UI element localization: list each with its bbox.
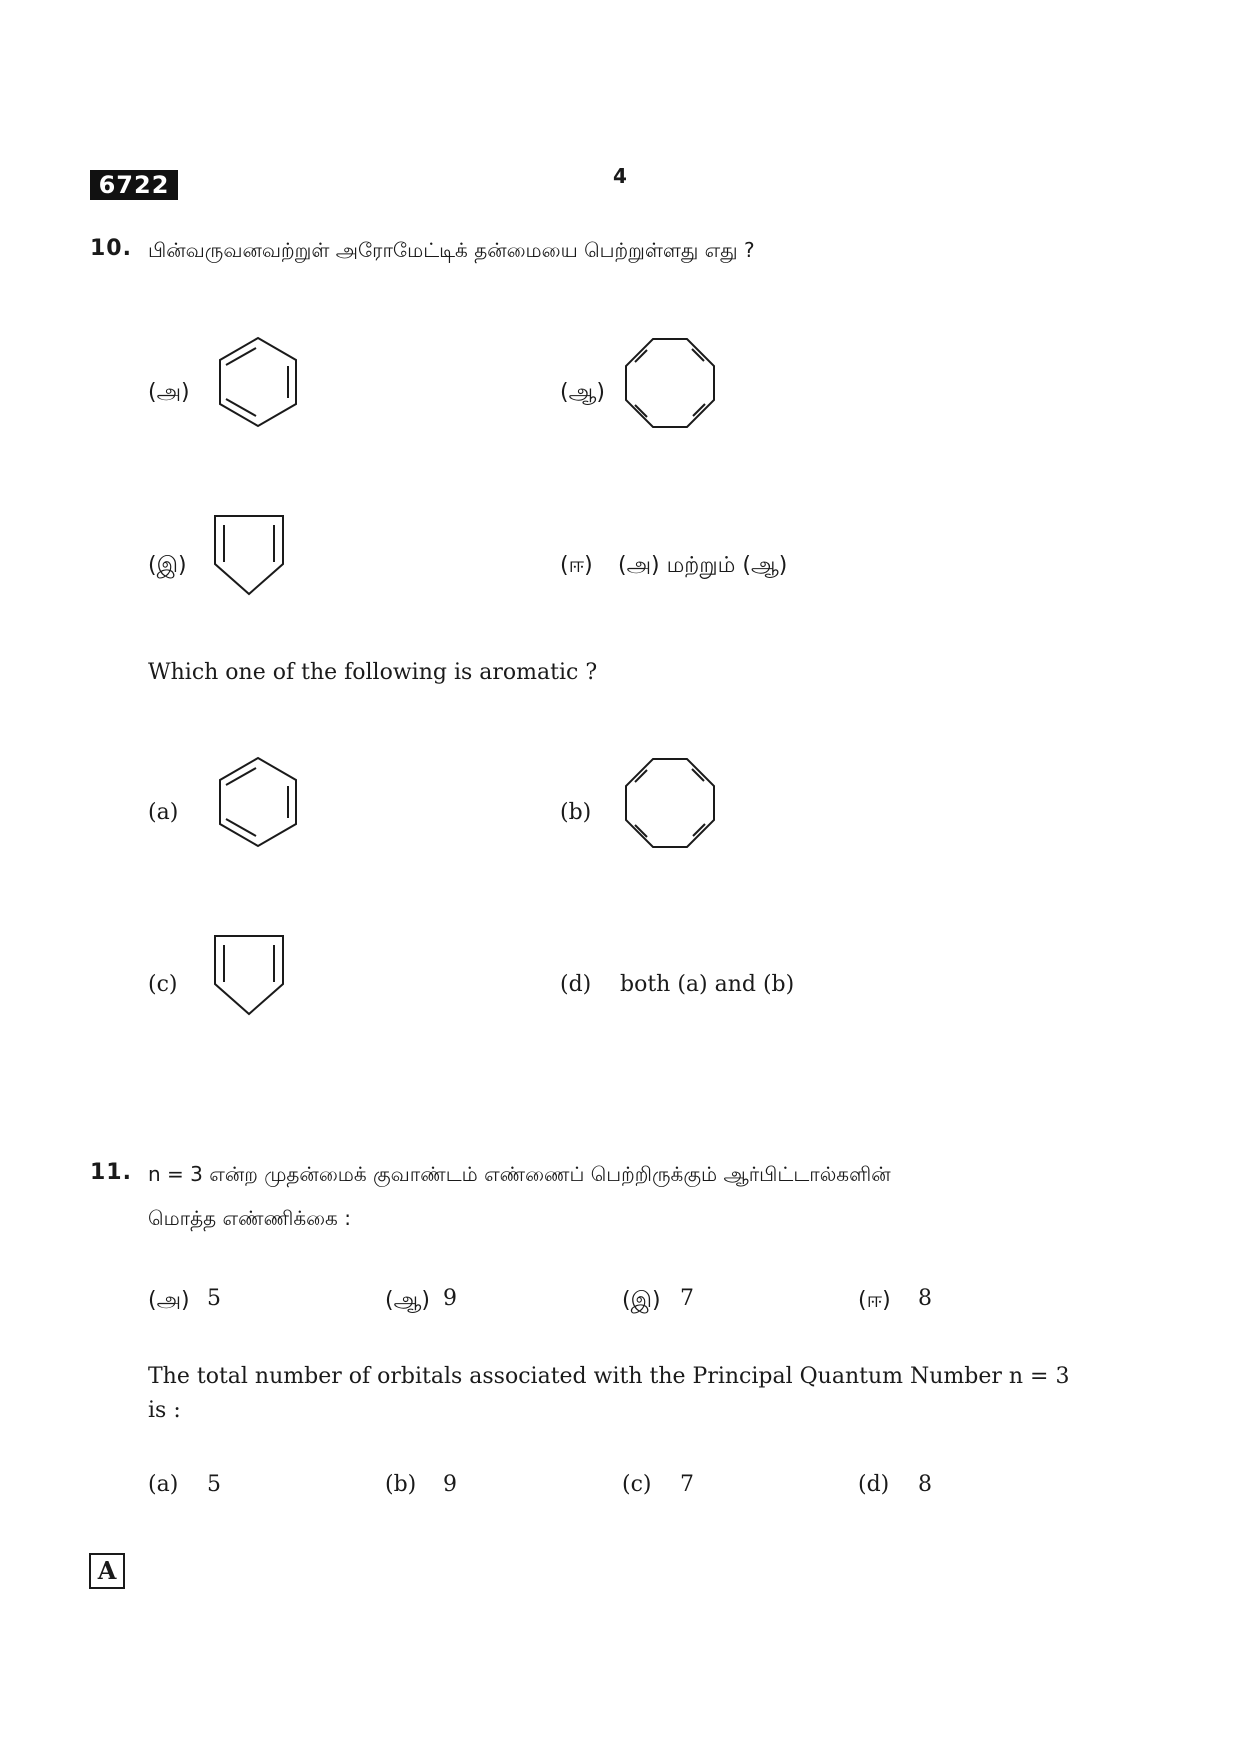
q10-ta-option-a-label: (அ) (148, 380, 190, 405)
q11-ta-option-b-value: 9 (443, 1286, 457, 1311)
q10-ta-option-c-label: (இ) (148, 553, 187, 578)
q10-ta-option-b-label: (ஆ) (560, 380, 605, 405)
q11-en-option-d-value: 8 (918, 1472, 932, 1497)
q10-en-option-a-label: (a) (148, 800, 179, 825)
q10-ta-option-d-text: (அ) மற்றும் (ஆ) (618, 553, 788, 578)
page-number: 4 (613, 164, 627, 188)
cyclopentadiene-structure-icon (213, 514, 285, 596)
question-10-number: 10. (90, 236, 132, 261)
q11-ta-option-b-label: (ஆ) (385, 1288, 430, 1313)
question-11-tamil-line2: மொத்த எண்ணிக்கை : (148, 1206, 351, 1230)
q11-en-option-a-label: (a) (148, 1472, 179, 1497)
q11-ta-option-d-value: 8 (918, 1286, 932, 1311)
q11-en-option-d-label: (d) (858, 1472, 890, 1497)
benzene-structure-icon (212, 336, 304, 428)
question-11-english-line2: is : (148, 1398, 181, 1423)
q11-ta-option-a-label: (அ) (148, 1288, 190, 1313)
cyclooctatetraene-structure-icon (624, 757, 716, 849)
q10-en-option-c-label: (c) (148, 972, 178, 997)
q10-en-option-d-label: (d) (560, 972, 592, 997)
q11-en-option-a-value: 5 (207, 1472, 221, 1497)
q10-ta-option-d-label: (ஈ) (560, 553, 593, 578)
q11-en-option-c-label: (c) (622, 1472, 652, 1497)
paper-code-badge: 6722 (90, 170, 178, 200)
question-11-tamil-line1: n = 3 என்ற முதன்மைக் குவாண்டம் எண்ணைப் பெற்றிருக்கும் ஆர்பிட்டால்களின் (148, 1162, 891, 1186)
cyclopentadiene-structure-icon (213, 934, 285, 1016)
question-11-number: 11. (90, 1160, 132, 1185)
q11-ta-option-d-label: (ஈ) (858, 1288, 891, 1313)
q11-en-option-c-value: 7 (680, 1472, 694, 1497)
benzene-structure-icon (212, 756, 304, 848)
question-10-english-text: Which one of the following is aromatic ? (148, 660, 598, 685)
q11-ta-option-c-value: 7 (680, 1286, 694, 1311)
cyclooctatetraene-structure-icon (624, 337, 716, 429)
q11-en-option-b-value: 9 (443, 1472, 457, 1497)
q11-en-option-b-label: (b) (385, 1472, 417, 1497)
q11-ta-option-c-label: (இ) (622, 1288, 661, 1313)
question-10-tamil-text: பின்வருவனவற்றுள் அரோமேட்டிக் தன்மையை பெற்றுள்ளது எது ? (148, 238, 755, 262)
booklet-version-mark: A (89, 1553, 125, 1589)
q10-en-option-b-label: (b) (560, 800, 592, 825)
q10-en-option-d-text: both (a) and (b) (620, 972, 795, 997)
question-11-english-line1: The total number of orbitals associated with the Principal Quantum Number n = 3 (148, 1364, 1070, 1389)
q11-ta-option-a-value: 5 (207, 1286, 221, 1311)
